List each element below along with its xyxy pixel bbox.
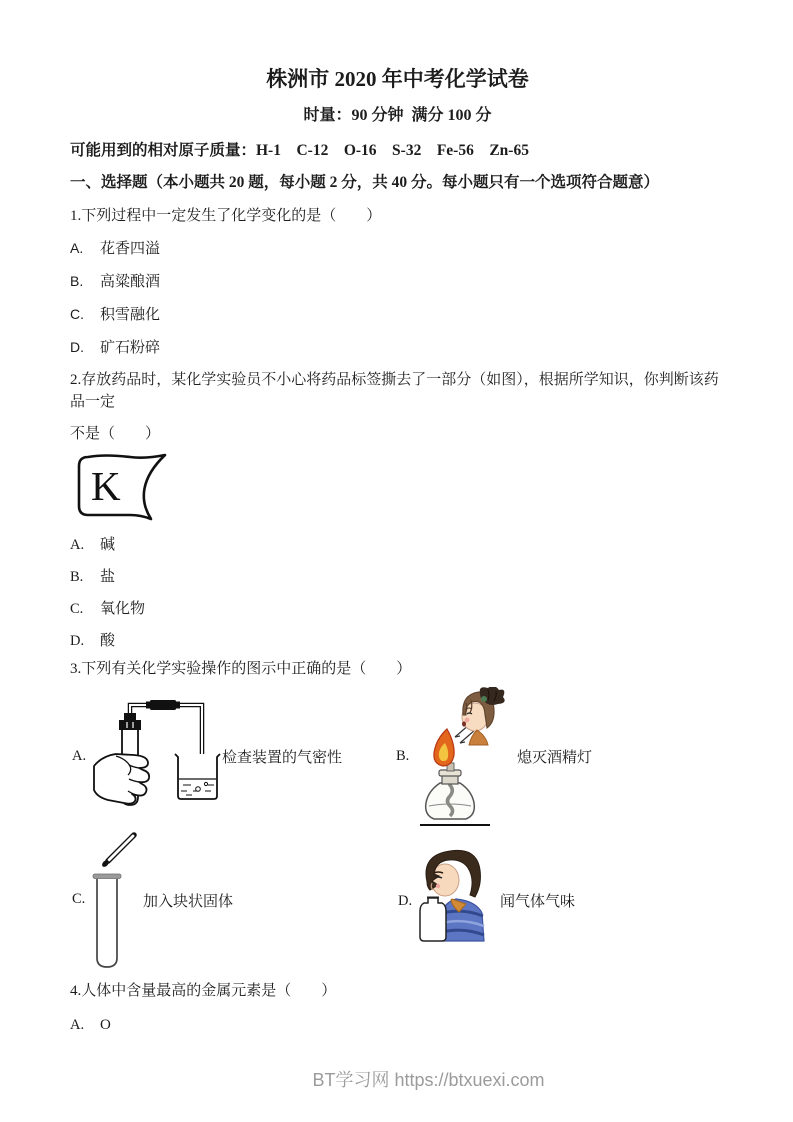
beaker <box>175 754 220 799</box>
figure-blow-out-alcohol-lamp <box>418 687 513 829</box>
torn-reagent-label-figure <box>75 452 170 522</box>
option-label: D. <box>70 339 84 355</box>
page-title: 株洲市 2020 年中考化学试卷 <box>266 67 529 91</box>
option-text: 矿石粉碎 <box>100 340 161 356</box>
option-label: B. <box>396 748 410 764</box>
q3-caption-b: 熄灭酒精灯 <box>517 750 593 766</box>
option-text: 酸 <box>100 633 116 649</box>
option-label: C. <box>70 601 84 617</box>
air-bubble <box>204 782 207 785</box>
q1-option-b <box>70 270 725 293</box>
test-tube <box>97 879 117 967</box>
girl-mouth <box>462 721 466 726</box>
gas-bottle <box>420 898 446 941</box>
hand <box>94 754 149 804</box>
option-text: 碱 <box>100 537 116 553</box>
girl-blush <box>465 718 470 723</box>
option-text: 盐 <box>100 569 116 585</box>
q2-stem-line2: 不是（ ） <box>70 426 161 442</box>
site-footer <box>0 1066 793 1092</box>
q2-option-b <box>70 566 725 588</box>
option-label: A. <box>70 537 85 553</box>
option-label: C. <box>72 891 86 907</box>
option-label: A. <box>72 748 87 764</box>
q3-figure-row-cd <box>70 829 725 974</box>
air-bubble <box>196 787 201 792</box>
q4-stem: 4.人体中含量最高的金属元素是（ ） <box>70 983 337 999</box>
q1-option-d <box>70 336 725 359</box>
tube-connector <box>150 700 176 710</box>
reagent-letter: K <box>91 463 121 509</box>
option-label: B. <box>70 569 84 585</box>
option-label: A. <box>70 1017 85 1033</box>
stopper-top <box>124 713 136 721</box>
test-tube-rim <box>93 874 121 879</box>
boy-blush <box>436 884 440 888</box>
q2-option-c <box>70 598 725 620</box>
dropper-rod-inner <box>109 836 133 860</box>
page-content <box>70 0 725 1036</box>
q2-option-a <box>70 534 725 556</box>
option-text: 高粱酿酒 <box>100 274 161 290</box>
q3-caption-a: 检查装置的气密性 <box>222 750 343 766</box>
q1-stem: 1.下列过程中一定发生了化学变化的是（ ） <box>70 208 382 224</box>
figure-add-solid-to-test-tube <box>88 831 148 971</box>
option-label: D. <box>398 893 413 909</box>
section-heading: 一、选择题（本小题共 20 题，每小题 2 分，共 40 分。每小题只有一个选项符合题意） <box>70 174 660 191</box>
option-label: A. <box>70 240 84 256</box>
option-label: B. <box>70 273 84 289</box>
atomic-mass-line: 可能用到的相对原子质量：H-1 C-12 O-16 S-32 Fe-56 Zn-65 <box>70 142 529 159</box>
option-text: O <box>100 1017 111 1033</box>
q2-option-d <box>70 630 725 652</box>
rubber-stopper <box>119 720 141 730</box>
connector-cap-left <box>146 702 151 709</box>
connector-cap-right <box>175 702 180 709</box>
option-text: 积雪融化 <box>100 307 161 323</box>
option-text: 氧化物 <box>100 601 146 617</box>
figure-smell-gas-from-bottle <box>418 847 503 952</box>
q4-option-a <box>70 1014 725 1036</box>
q3-stem: 3.下列有关化学实验操作的图示中正确的是（ ） <box>70 661 412 677</box>
q3-figure-row-ab <box>70 687 725 829</box>
q2-stem-line1: 2.存放药品时，某化学实验员不小心将药品标签撕去了一部分（如图），根据所学知识，你判断该药品一定 <box>70 372 719 410</box>
q1-option-a <box>70 237 725 260</box>
q1-option-c <box>70 303 725 326</box>
hair-tie <box>481 696 487 702</box>
option-label: C. <box>70 306 84 322</box>
option-label: D. <box>70 633 85 649</box>
footer-link[interactable]: BT学习网 https://btxuexi.com <box>312 1070 545 1090</box>
q3-caption-d: 闻气体气味 <box>500 894 576 910</box>
exam-duration-subtitle: 时量：90 分钟 满分 100 分 <box>303 107 492 124</box>
option-text: 花香四溢 <box>100 241 161 257</box>
q3-caption-c: 加入块状固体 <box>143 894 234 910</box>
figure-airtightness-check <box>90 692 225 827</box>
